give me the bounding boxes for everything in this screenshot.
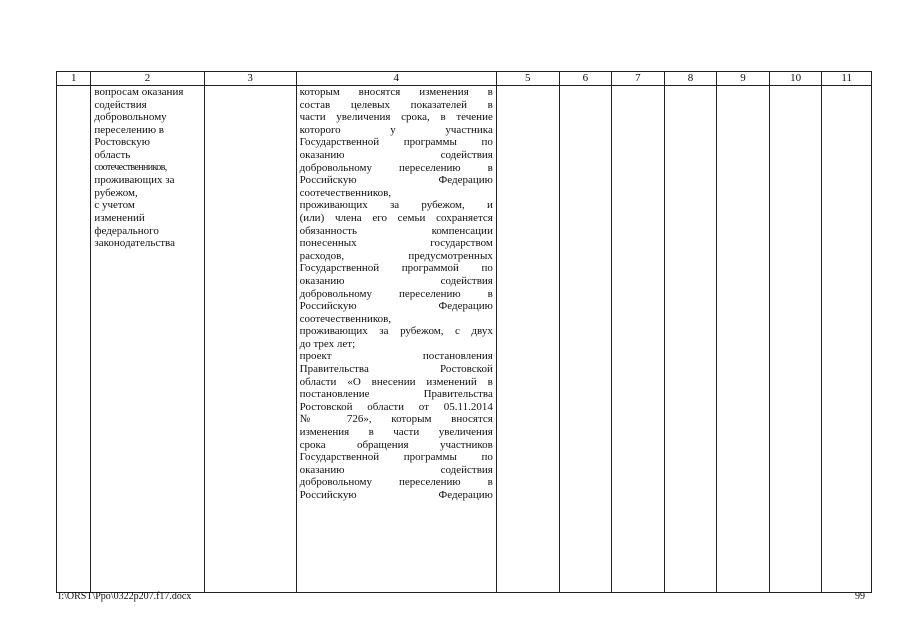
col4-line: расходов, предусмотренных: [299, 249, 493, 262]
col4-line: понесенных государством: [299, 237, 493, 250]
col4-line: проект постановления: [299, 350, 493, 363]
col4-line: добровольному переселению в: [299, 161, 493, 174]
col4-line: обязанность компенсации: [299, 224, 493, 237]
col4-line: (или) члена его семьи сохраняется: [299, 211, 493, 224]
col2-line: вопросам оказания: [94, 86, 184, 98]
column-header-4: 4: [296, 72, 496, 86]
col2-line: федерального: [94, 224, 159, 237]
col4-line: состав целевых показателей в: [299, 98, 493, 111]
col2-line: изменений: [94, 211, 145, 224]
cell-col-1: [57, 86, 91, 593]
measure-description-text: [300, 86, 493, 502]
cell-col-11: [822, 86, 872, 593]
col4-line: которого у участника: [299, 123, 493, 136]
col2-line: проживающих за: [94, 174, 175, 187]
col2-line: соотечественников,: [94, 161, 167, 173]
col4-line: Российскую Федерацию: [299, 174, 493, 187]
column-header-7: 7: [612, 72, 665, 86]
col4-line: Российскую Федерацию: [299, 489, 493, 501]
col4-line: соотечественников,: [299, 312, 392, 325]
column-header-3: 3: [204, 72, 296, 86]
col4-line: Государственной программой по: [299, 262, 493, 275]
column-header-8: 8: [664, 72, 717, 86]
col4-line: оказанию содействия: [299, 463, 493, 476]
col4-line: срока обращения участников: [299, 438, 493, 451]
col4-line: Правительства Ростовской: [299, 363, 493, 376]
measure-name-text: [94, 86, 200, 250]
col4-line: части увеличения срока, в течение: [299, 111, 493, 124]
col4-line: добровольному переселению в: [299, 287, 493, 300]
col2-line: рубежом,: [94, 186, 138, 199]
col4-line: добровольному переселению в: [299, 476, 493, 489]
col2-line: переселению в: [94, 123, 165, 136]
col4-line: проживающих за рубежом, с двух: [299, 325, 493, 338]
col4-line: Государственной программы по: [299, 451, 493, 464]
program-table: [56, 71, 872, 593]
column-header-9: 9: [717, 72, 770, 86]
footer-file-path: I:\ORST\Ppo\0322p207.f17.docx: [58, 591, 192, 602]
table-header-row: [57, 72, 872, 86]
col2-line: область: [94, 148, 131, 161]
col4-line: изменения в части увеличения: [299, 426, 493, 439]
cell-col-9: [717, 86, 770, 593]
col4-line: постановление Правительства: [299, 388, 493, 401]
col2-line: добровольному: [94, 111, 167, 124]
col4-line: до трех лет;: [299, 337, 356, 350]
cell-col-6: [559, 86, 612, 593]
col4-line: проживающих за рубежом, и: [299, 199, 493, 212]
col4-line: Государственной программы по: [299, 136, 493, 149]
cell-col-8: [664, 86, 717, 593]
footer-page-number: 99: [855, 591, 865, 602]
col4-line: которым вносятся изменения в: [299, 86, 493, 98]
col4-line: оказанию содействия: [299, 274, 493, 287]
cell-col-2: [91, 86, 204, 593]
col4-line: соотечественников,: [299, 186, 392, 199]
cell-col-4: [296, 86, 496, 593]
cell-col-3: [204, 86, 296, 593]
cell-col-5: [496, 86, 559, 593]
col4-line: № 726», которым вносятся: [299, 413, 493, 426]
col4-line: Ростовской области от 05.11.2014: [299, 400, 493, 413]
col4-line: области «О внесении изменений в: [299, 375, 493, 388]
column-header-2: 2: [91, 72, 204, 86]
col4-line: Российскую Федерацию: [299, 300, 493, 313]
col2-line: законодательства: [94, 237, 175, 250]
cell-col-7: [612, 86, 665, 593]
table-row: [57, 86, 872, 593]
column-header-10: 10: [769, 72, 822, 86]
col2-line: с учетом: [94, 199, 135, 212]
col4-line: оказанию содействия: [299, 148, 493, 161]
cell-col-10: [769, 86, 822, 593]
column-header-5: 5: [496, 72, 559, 86]
column-header-6: 6: [559, 72, 612, 86]
column-header-1: 1: [57, 72, 91, 86]
column-header-11: 11: [822, 72, 872, 86]
col2-line: Ростовскую: [94, 136, 150, 149]
col2-line: содействия: [94, 98, 147, 111]
